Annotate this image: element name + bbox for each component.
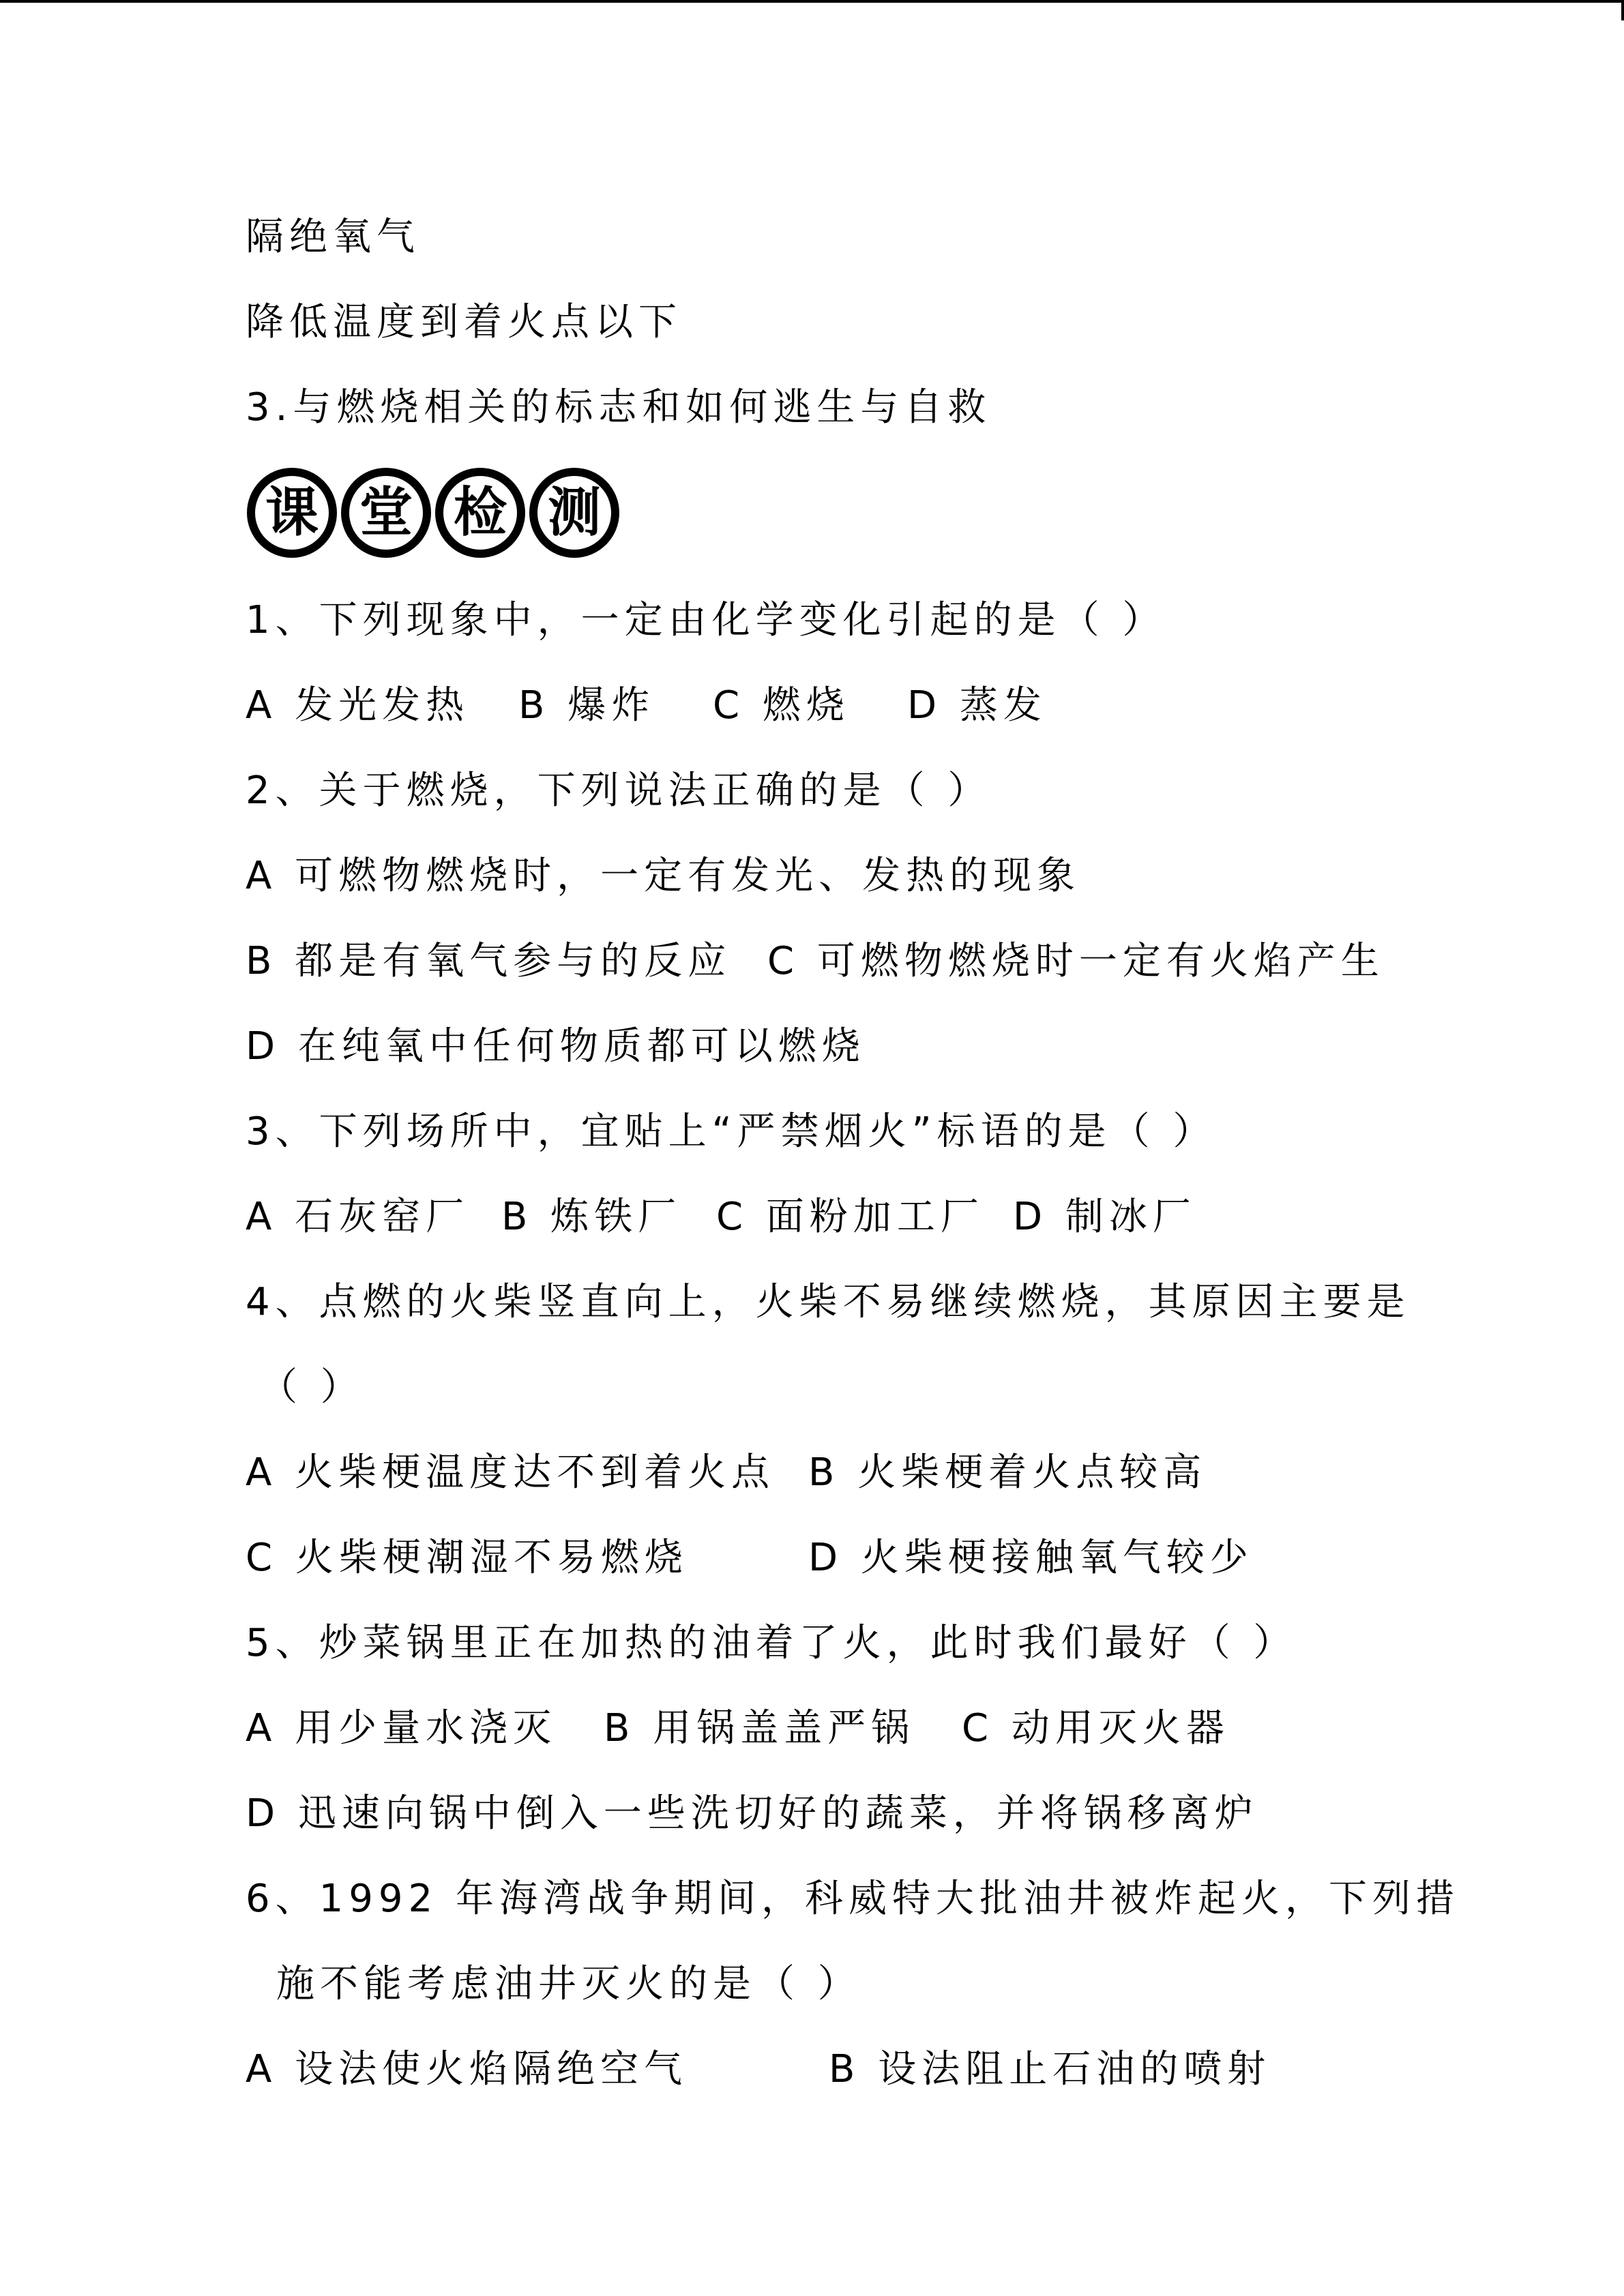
question-2-options-bc	[246, 938, 1385, 985]
question-2-option-a: A 可燃物燃烧时，一定有发光、发热的现象	[246, 854, 1081, 898]
badge-char: 堂	[349, 476, 423, 550]
option-d: D 火柴梗接触氧气较少	[808, 1536, 1254, 1580]
badge-char: 课	[255, 476, 329, 550]
question-6-stem-continued: 施不能考虑油井灭火的是（ ）	[276, 1962, 861, 2006]
question-2-stem: 2、关于燃烧，下列说法正确的是（ ）	[246, 769, 992, 813]
question-5-stem: 5、炒菜锅里正在加热的油着了火，此时我们最好（ ）	[246, 1621, 1297, 1665]
question-1-options	[246, 682, 1047, 730]
question-4-options-cd	[246, 1534, 1254, 1582]
question-5-options-abc	[246, 1705, 1230, 1753]
option-d: D 蒸发	[907, 683, 1047, 728]
option-a: A 设法使火焰隔绝空气	[246, 2047, 688, 2091]
question-3-options	[246, 1193, 1196, 1241]
question-1-stem: 1、下列现象中，一定由化学变化引起的是（ ）	[246, 598, 1166, 642]
page-right-border	[1621, 0, 1624, 20]
option-c: C 火柴梗潮湿不易燃烧	[246, 1536, 688, 1580]
option-a: A 发光发热	[246, 683, 470, 728]
page-top-border	[0, 0, 1624, 3]
question-4-stem: 4、点燃的火柴竖直向上，火柴不易继续燃烧，其原因主要是	[246, 1280, 1411, 1324]
option-a: A 石灰窑厂	[246, 1195, 470, 1239]
option-b: B 火柴梗着火点较高	[808, 1450, 1207, 1495]
question-3-stem: 3、下列场所中，宜贴上“严禁烟火”标语的是（ ）	[246, 1109, 1217, 1154]
question-6-options-ab	[246, 2046, 1271, 2093]
option-b: B 炼铁厂	[501, 1195, 682, 1239]
option-b: B 都是有氧气参与的反应	[246, 939, 732, 983]
badge-char: 测	[537, 476, 611, 550]
option-a: A 火柴梗温度达不到着火点	[246, 1450, 776, 1495]
option-b: B 设法阻止石油的喷射	[829, 2047, 1271, 2091]
question-4-stem-continued: （ ）	[259, 1365, 364, 1410]
question-4-options-ab	[246, 1449, 1207, 1497]
question-5-option-d: D 迅速向锅中倒入一些洗切好的蔬菜，并将锅移离炉	[246, 1791, 1258, 1836]
question-6-stem: 6、1992 年海湾战争期间，科威特大批油井被炸起火，下列措	[246, 1877, 1460, 1921]
badge-circle	[529, 468, 619, 558]
option-a: A 用少量水浇灭	[246, 1706, 557, 1750]
badge-circle	[341, 468, 431, 558]
review-line-3: 3.与燃烧相关的标志和如何逃生与自救	[246, 385, 992, 430]
section-badge-classroom-test	[247, 468, 619, 563]
option-b: B 爆炸	[518, 683, 655, 728]
option-b: B 用锅盖盖严锅	[604, 1706, 915, 1750]
option-d: D 制冰厂	[1013, 1195, 1196, 1239]
question-2-option-d: D 在纯氧中任何物质都可以燃烧	[246, 1024, 866, 1069]
badge-circle	[435, 468, 525, 558]
review-line-1: 隔绝氧气	[246, 215, 420, 259]
option-c: C 动用灭火器	[962, 1706, 1230, 1750]
review-line-2: 降低温度到着火点以下	[246, 300, 682, 344]
option-c: C 可燃物燃烧时一定有火焰产生	[767, 939, 1385, 983]
option-c: C 面粉加工厂	[716, 1195, 984, 1239]
badge-char: 检	[443, 476, 517, 550]
option-c: C 燃烧	[713, 683, 850, 728]
badge-circle	[247, 468, 337, 558]
